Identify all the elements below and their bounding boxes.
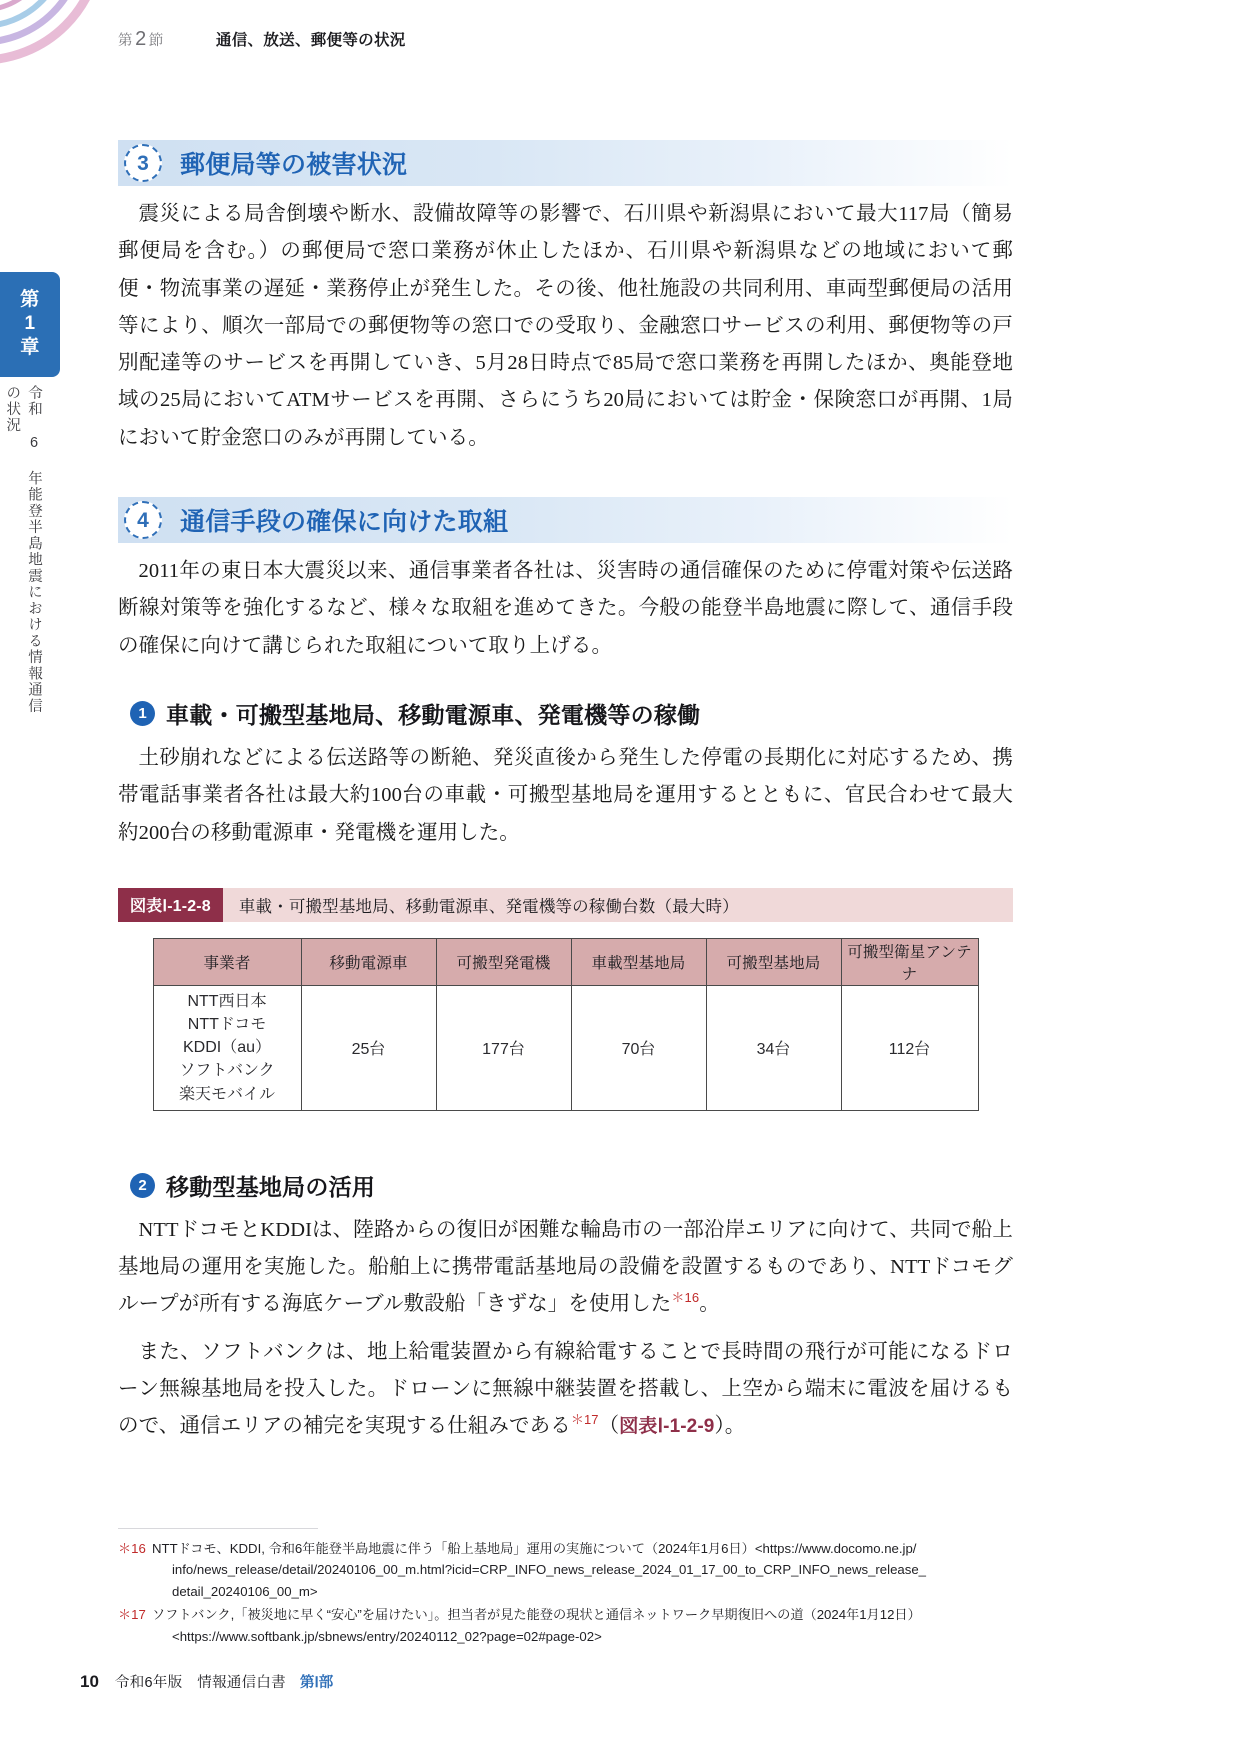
table-cell-value: 70台 [571, 985, 706, 1110]
table-cell-value: 34台 [706, 985, 841, 1110]
subsection-heading-2 [118, 1169, 1013, 1202]
figure-table [153, 938, 979, 1111]
header-section-number: 2 [135, 28, 147, 50]
footnote-line: <https://www.softbank.jp/sbnews/entry/20240112_02?page=02#page-02> [172, 1628, 602, 1644]
running-header [118, 28, 406, 51]
section-number-badge-3 [124, 144, 162, 182]
footnote-marker-17[interactable]: ＊17 [570, 1412, 599, 1428]
paragraph-text: 。 [699, 1293, 720, 1316]
subsection-title-2: 移動型基地局の活用 [166, 1173, 376, 1200]
figure-caption-bar [118, 888, 1013, 922]
footnote-item-16 [118, 1538, 1113, 1602]
footnotes-block [118, 1538, 1113, 1649]
section-title-4: 通信手段の確保に向けた取組 [180, 508, 509, 537]
spacer [118, 457, 1013, 497]
footnote-line: info/news_release/detail/20240106_00_m.html?icid=CRP_INFO_news_release_2024_01_17_00_to_CRP_INFO_news_release_ [172, 1562, 926, 1578]
footnote-divider [118, 1528, 318, 1529]
footnote-item-17 [118, 1604, 1113, 1647]
table-row [153, 985, 978, 1110]
header-title: 通信、放送、郵便等の状況 [215, 32, 406, 49]
paragraph-text: ）。 [714, 1415, 746, 1438]
carrier-name: NTTドコモ [187, 1016, 267, 1034]
corner-decoration [0, 0, 212, 132]
subsection-1-paragraph: 土砂崩れなどによる伝送路等の断絶、発災直後から発生した停電の長期化に対応するため、携帯電話事業者各社は最大約100台の車載・可搬型基地局を運用するとともに、官民合わせて最大約200台の移動電源車・発電機を運用した。 [118, 746, 1013, 844]
subsection-number-badge-1: 1 [130, 701, 155, 726]
chapter-tab-line-3: 章 [20, 336, 40, 358]
main-content [118, 140, 1013, 1446]
section-4-paragraph: 2011年の東日本大震災以来、通信事業者各社は、災害時の通信確保のために停電対策や伝送路断線対策等を強化するなど、様々な取組を進めてきた。今般の能登半島地震に際して、通信手段の確保に向けて講じられた取組について取り上げる。 [118, 560, 1013, 657]
table-cell-value: 112台 [841, 985, 978, 1110]
table-header-cell: 可搬型基地局 [706, 938, 841, 985]
carrier-name: KDDI（au） [182, 1039, 272, 1057]
subsection-2-paragraph-1 [118, 1212, 1013, 1324]
footnote-line: detail_20240106_00_m> [172, 1583, 318, 1599]
carrier-name: ソフトバンク [179, 1062, 275, 1080]
page-footer-part: 第Ⅰ部 [299, 1675, 334, 1691]
subsection-2-paragraph-2 [118, 1334, 1013, 1446]
section-heading-4 [118, 497, 1013, 543]
table-cell-carriers [153, 985, 301, 1110]
section-3-paragraph: 震災による局舎倒壊や断水、設備故障等の影響で、石川県や新潟県において最大117局（簡易郵便局を含む。）の郵便局で窓口業務が休止したほか、石川県や新潟県などの地域において郵便・物流事業の遅延・業務停止が発生した。その後、他社施設の共同利用、車両型郵便局の活用等により、順次一部局での郵便物等の窓口での受取り、金融窓口サービスの利用、郵便物等の戸別配達等のサービスを再開していき、5月28日時点で85局で窓口業務を再開したほか、奥能登地域の25局においてATMサービスを再開、さらにうち20局においては貯金・保険窓口が再開、1局において貯金窓口のみが再開している。 [118, 203, 1013, 449]
section-heading-3 [118, 140, 1013, 186]
figure-block [118, 888, 1013, 1111]
table-cell-value: 25台 [301, 985, 436, 1110]
page-footer [80, 1671, 333, 1692]
chapter-tab-line-1: 第 [20, 289, 40, 310]
footnote-body-17 [152, 1604, 1113, 1647]
chapter-tab-line-2: 1 [24, 312, 36, 334]
footnote-body-16 [152, 1538, 1113, 1602]
subsection-heading-1 [118, 697, 1013, 730]
footnote-line: ソフトバンク,「被災地に早く“安心”を届けたい」。担当者が見た能登の現状と通信ネットワーク早期復旧への道（2024年1月12日） [152, 1607, 921, 1623]
table-header-cell: 事業者 [153, 938, 301, 985]
carrier-name: 楽天モバイル [178, 1085, 275, 1103]
spacer [118, 1111, 1013, 1137]
page-footer-title: 令和6年版 情報通信白書 [114, 1675, 286, 1691]
section-number-3: 3 [137, 151, 149, 175]
subsection-title-1: 車載・可搬型基地局、移動電源車、発電機等の稼働 [166, 701, 701, 728]
table-header-cell: 移動電源車 [301, 938, 436, 985]
chapter-tab [0, 272, 60, 377]
figure-caption-text: 車載・可搬型基地局、移動電源車、発電機等の稼働台数（最大時） [238, 897, 739, 916]
chapter-vertical-title: 令和 6 年能登半島地震における情報通信の状況 [4, 385, 42, 715]
figure-tag: 図表Ⅰ-1-2-8 [118, 888, 223, 922]
paragraph-text: また、ソフトバンクは、地上給電装置から有線給電することで長時間の飛行が可能になるドローン無線基地局を投入した。ドローンに無線中継装置を搭載し、上空から端末に電波を届けるもので、通信エリアの補完を実現する仕組みである [118, 1340, 1013, 1438]
paragraph-text: NTTドコモとKDDIは、陸路からの復旧が困難な輪島市の一部沿岸エリアに向けて、共同で船上基地局の運用を実施した。船舶上に携帯電話基地局の設備を設置するものであり、NTTドコモグループが所有する海底ケーブル敷設船「きずな」を使用した [118, 1218, 1013, 1316]
footnote-number-17: ＊17 [118, 1607, 146, 1623]
subsection-number-badge-2: 2 [130, 1173, 155, 1198]
carrier-name: NTT西日本 [187, 992, 267, 1010]
header-section-label: 第 2 節 [118, 28, 164, 50]
page-number: 10 [80, 1672, 99, 1691]
table-header-cell: 可搬型発電機 [436, 938, 571, 985]
table-header-cell: 可搬型衛星アンテナ [841, 938, 978, 985]
footnote-line: NTTドコモ、KDDI, 令和6年能登半島地震に伴う「船上基地局」運用の実施について（2024年1月6日）<https://www.docomo.ne.jp/ [152, 1541, 917, 1556]
table-cell-value: 177台 [436, 985, 571, 1110]
paragraph-text: （ [598, 1415, 620, 1438]
table-header-row [153, 938, 978, 985]
footnote-number-16: ＊16 [118, 1541, 146, 1556]
figure-reference-link[interactable]: 図表Ⅰ-1-2-9 [619, 1416, 715, 1438]
section-number-badge-4 [124, 501, 162, 539]
table-header-cell: 車載型基地局 [571, 938, 706, 985]
section-title-3: 郵便局等の被害状況 [180, 151, 408, 179]
footnote-marker-16[interactable]: ＊16 [671, 1290, 700, 1306]
section-number-4: 4 [137, 508, 149, 532]
